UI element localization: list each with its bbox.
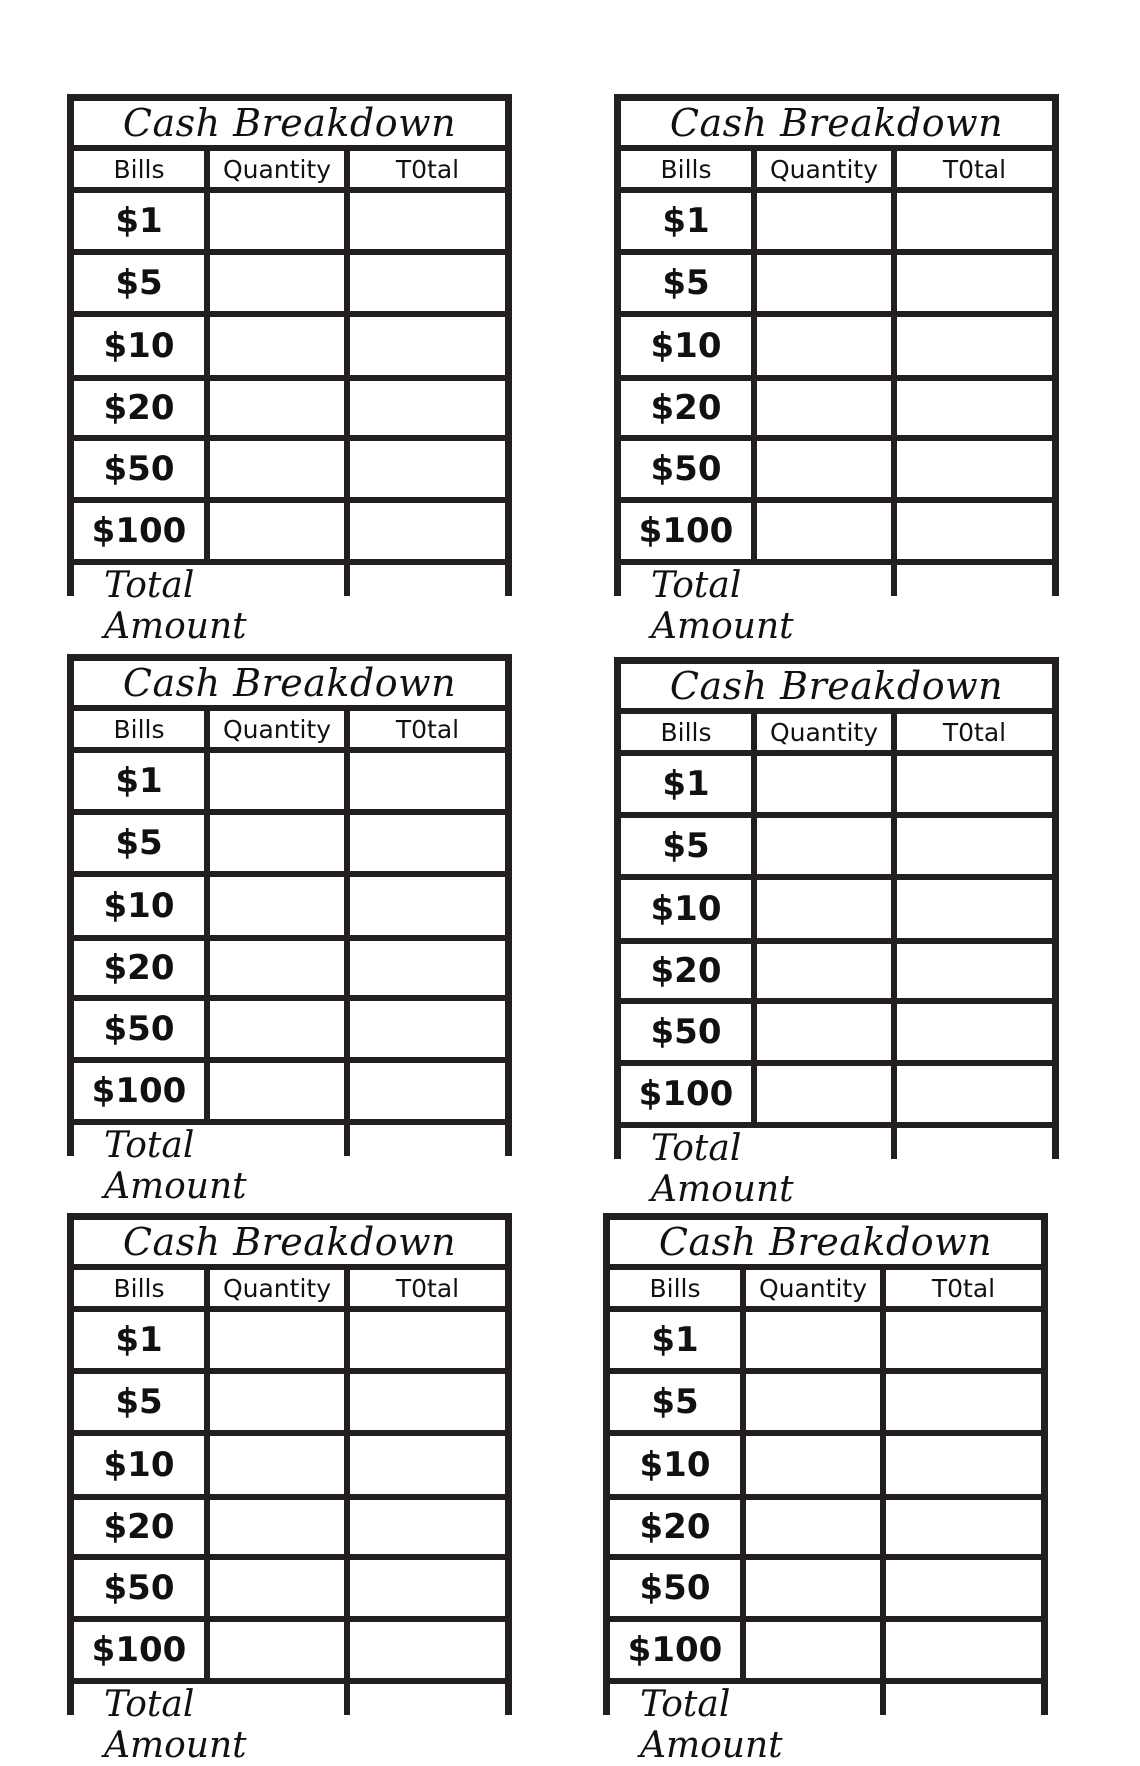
total-header: T0tal	[897, 151, 1052, 187]
quantity-field[interactable]	[210, 753, 344, 809]
quantity-field[interactable]	[746, 1312, 880, 1368]
quantity-field[interactable]	[757, 944, 891, 998]
sheet-title: Cash Breakdown	[74, 1220, 505, 1264]
total-header: T0tal	[350, 711, 505, 747]
row-total-field[interactable]	[350, 193, 505, 249]
quantity-field[interactable]	[210, 877, 344, 935]
denomination-label: $20	[610, 1500, 740, 1554]
row-total-field[interactable]	[350, 877, 505, 935]
denomination-label: $20	[621, 381, 751, 435]
row-total-field[interactable]	[897, 441, 1052, 497]
row-total-field[interactable]	[350, 1500, 505, 1554]
row-total-field[interactable]	[897, 503, 1052, 559]
quantity-field[interactable]	[210, 1063, 344, 1119]
row-total-field[interactable]	[350, 503, 505, 559]
quantity-field[interactable]	[210, 255, 344, 311]
bills-header: Bills	[74, 151, 204, 187]
quantity-field[interactable]	[210, 1500, 344, 1554]
total-amount-field[interactable]	[350, 1684, 505, 1766]
quantity-field[interactable]	[210, 503, 344, 559]
row-total-field[interactable]	[350, 441, 505, 497]
total-amount-label: Total Amount	[74, 1684, 344, 1766]
denomination-label: $10	[621, 880, 751, 938]
quantity-field[interactable]	[210, 1001, 344, 1057]
denomination-label: $100	[74, 1622, 204, 1678]
denomination-label: $100	[621, 503, 751, 559]
quantity-field[interactable]	[210, 1436, 344, 1494]
denomination-label: $50	[621, 1004, 751, 1060]
quantity-field[interactable]	[746, 1622, 880, 1678]
row-total-field[interactable]	[350, 1374, 505, 1430]
total-amount-field[interactable]	[897, 1128, 1052, 1210]
quantity-header: Quantity	[746, 1270, 880, 1306]
sheet-title: Cash Breakdown	[74, 661, 505, 705]
denomination-label: $10	[621, 317, 751, 375]
denomination-label: $20	[74, 381, 204, 435]
quantity-field[interactable]	[210, 815, 344, 871]
row-total-field[interactable]	[350, 381, 505, 435]
total-amount-field[interactable]	[897, 565, 1052, 647]
quantity-field[interactable]	[210, 1560, 344, 1616]
quantity-field[interactable]	[757, 317, 891, 375]
quantity-header: Quantity	[210, 1270, 344, 1306]
quantity-header: Quantity	[210, 711, 344, 747]
sheet-title: Cash Breakdown	[621, 101, 1052, 145]
row-total-field[interactable]	[897, 1004, 1052, 1060]
quantity-field[interactable]	[757, 441, 891, 497]
denomination-label: $5	[74, 255, 204, 311]
denomination-label: $100	[74, 1063, 204, 1119]
row-total-field[interactable]	[350, 941, 505, 995]
quantity-field[interactable]	[757, 255, 891, 311]
quantity-field[interactable]	[746, 1560, 880, 1616]
total-amount-label: Total Amount	[74, 1125, 344, 1207]
denomination-label: $20	[74, 1500, 204, 1554]
row-total-field[interactable]	[886, 1622, 1041, 1678]
sheet-title: Cash Breakdown	[610, 1220, 1041, 1264]
bills-header: Bills	[621, 151, 751, 187]
denomination-label: $10	[74, 877, 204, 935]
denomination-label: $1	[621, 756, 751, 812]
denomination-label: $20	[621, 944, 751, 998]
quantity-header: Quantity	[210, 151, 344, 187]
quantity-field[interactable]	[757, 756, 891, 812]
total-header: T0tal	[350, 151, 505, 187]
denomination-label: $1	[621, 193, 751, 249]
row-total-field[interactable]	[897, 193, 1052, 249]
denomination-label: $10	[74, 1436, 204, 1494]
row-total-field[interactable]	[897, 381, 1052, 435]
row-total-field[interactable]	[886, 1374, 1041, 1430]
row-total-field[interactable]	[350, 1312, 505, 1368]
quantity-header: Quantity	[757, 151, 891, 187]
cash-breakdown-sheet	[603, 1213, 1048, 1766]
quantity-field[interactable]	[210, 441, 344, 497]
denomination-label: $5	[610, 1374, 740, 1430]
sheet-title: Cash Breakdown	[621, 664, 1052, 708]
row-total-field[interactable]	[350, 317, 505, 375]
quantity-field[interactable]	[210, 1312, 344, 1368]
denomination-label: $50	[610, 1560, 740, 1616]
total-header: T0tal	[350, 1270, 505, 1306]
total-amount-label: Total Amount	[621, 1128, 891, 1210]
denomination-label: $50	[74, 1560, 204, 1616]
denomination-label: $50	[621, 441, 751, 497]
cash-breakdown-sheet	[614, 657, 1059, 1210]
row-total-field[interactable]	[350, 1001, 505, 1057]
row-total-field[interactable]	[897, 317, 1052, 375]
denomination-label: $50	[74, 441, 204, 497]
bills-header: Bills	[610, 1270, 740, 1306]
quantity-field[interactable]	[757, 818, 891, 874]
total-amount-field[interactable]	[350, 1125, 505, 1207]
denomination-label: $5	[74, 1374, 204, 1430]
row-total-field[interactable]	[897, 944, 1052, 998]
denomination-label: $100	[74, 503, 204, 559]
quantity-header: Quantity	[757, 714, 891, 750]
total-header: T0tal	[886, 1270, 1041, 1306]
bills-header: Bills	[74, 1270, 204, 1306]
denomination-label: $5	[621, 255, 751, 311]
total-amount-label: Total Amount	[74, 565, 344, 647]
denomination-label: $1	[74, 1312, 204, 1368]
denomination-label: $1	[74, 753, 204, 809]
row-total-field[interactable]	[350, 753, 505, 809]
row-total-field[interactable]	[886, 1500, 1041, 1554]
sheet-title: Cash Breakdown	[74, 101, 505, 145]
cash-breakdown-sheet	[67, 94, 512, 647]
bills-header: Bills	[74, 711, 204, 747]
quantity-field[interactable]	[210, 317, 344, 375]
cash-breakdown-sheet	[67, 1213, 512, 1766]
quantity-field[interactable]	[210, 193, 344, 249]
quantity-field[interactable]	[746, 1436, 880, 1494]
quantity-field[interactable]	[757, 1066, 891, 1122]
bills-header: Bills	[621, 714, 751, 750]
row-total-field[interactable]	[886, 1560, 1041, 1616]
quantity-field[interactable]	[210, 1374, 344, 1430]
row-total-field[interactable]	[350, 1063, 505, 1119]
row-total-field[interactable]	[350, 815, 505, 871]
quantity-field[interactable]	[746, 1374, 880, 1430]
total-header: T0tal	[897, 714, 1052, 750]
denomination-label: $50	[74, 1001, 204, 1057]
denomination-label: $5	[74, 815, 204, 871]
quantity-field[interactable]	[757, 193, 891, 249]
quantity-field[interactable]	[210, 381, 344, 435]
denomination-label: $10	[610, 1436, 740, 1494]
cash-breakdown-sheet	[67, 654, 512, 1207]
total-amount-label: Total Amount	[610, 1684, 880, 1766]
cash-breakdown-sheet	[614, 94, 1059, 647]
quantity-field[interactable]	[757, 1004, 891, 1060]
row-total-field[interactable]	[350, 255, 505, 311]
row-total-field[interactable]	[897, 1066, 1052, 1122]
quantity-field[interactable]	[746, 1500, 880, 1554]
quantity-field[interactable]	[757, 503, 891, 559]
row-total-field[interactable]	[350, 1560, 505, 1616]
row-total-field[interactable]	[897, 255, 1052, 311]
denomination-label: $10	[74, 317, 204, 375]
quantity-field[interactable]	[757, 880, 891, 938]
row-total-field[interactable]	[350, 1622, 505, 1678]
quantity-field[interactable]	[210, 1622, 344, 1678]
row-total-field[interactable]	[886, 1312, 1041, 1368]
denomination-label: $100	[621, 1066, 751, 1122]
row-total-field[interactable]	[897, 880, 1052, 938]
denomination-label: $1	[610, 1312, 740, 1368]
row-total-field[interactable]	[897, 756, 1052, 812]
row-total-field[interactable]	[886, 1436, 1041, 1494]
quantity-field[interactable]	[210, 941, 344, 995]
denomination-label: $20	[74, 941, 204, 995]
denomination-label: $5	[621, 818, 751, 874]
total-amount-field[interactable]	[886, 1684, 1041, 1766]
total-amount-field[interactable]	[350, 565, 505, 647]
denomination-label: $100	[610, 1622, 740, 1678]
row-total-field[interactable]	[350, 1436, 505, 1494]
row-total-field[interactable]	[897, 818, 1052, 874]
total-amount-label: Total Amount	[621, 565, 891, 647]
quantity-field[interactable]	[757, 381, 891, 435]
denomination-label: $1	[74, 193, 204, 249]
